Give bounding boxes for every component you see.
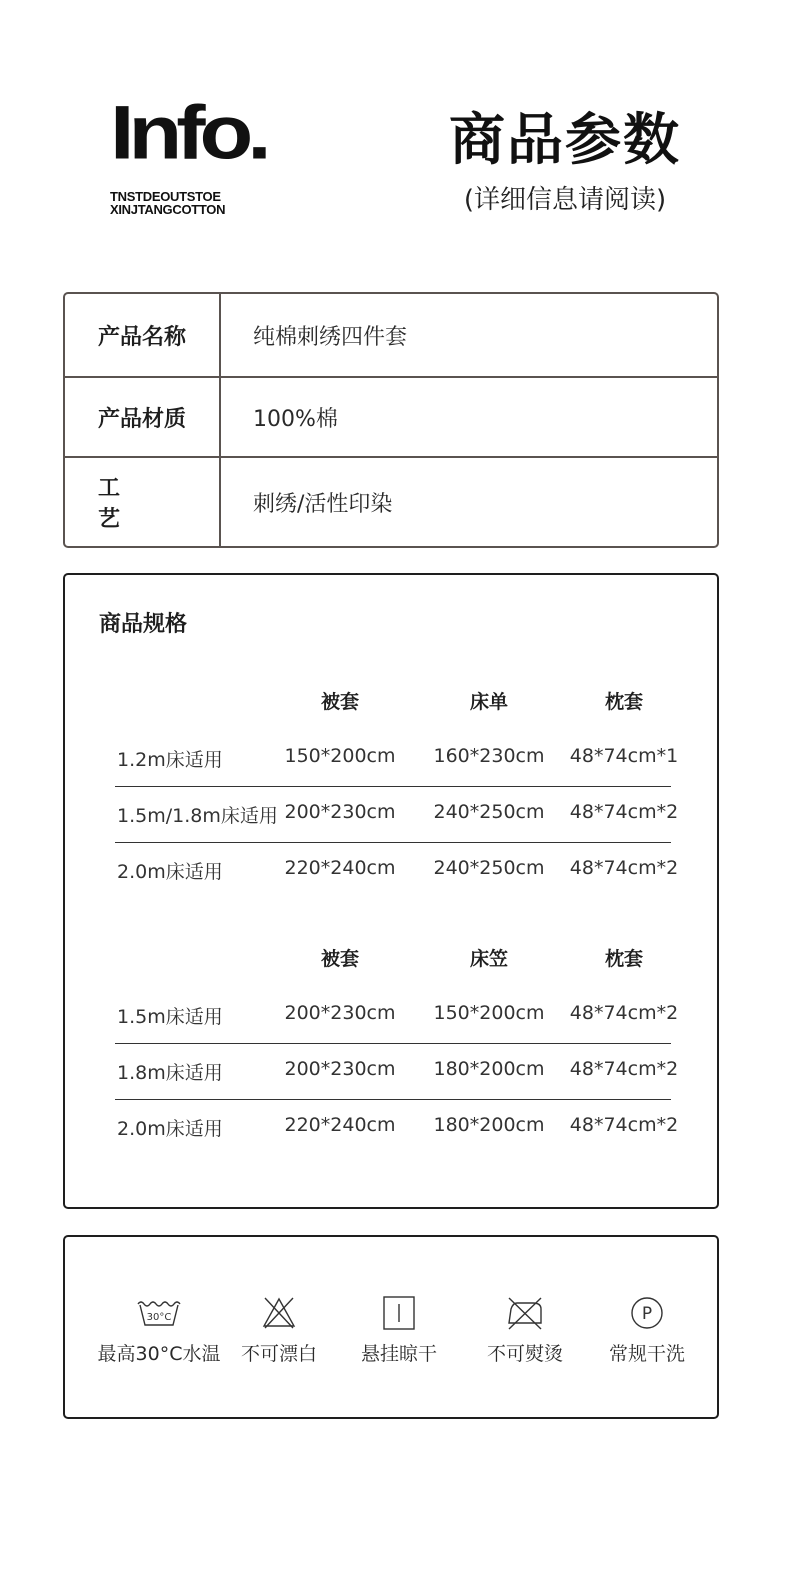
spec-cell: 240*250cm xyxy=(433,801,545,823)
care-instructions-panel xyxy=(63,1235,719,1419)
table-row xyxy=(115,988,679,1044)
spec-header-cell: 枕套 xyxy=(604,948,644,970)
info-value: 刺绣/活性印染 xyxy=(253,491,393,517)
spec-cell: 1.2m床适用 xyxy=(117,749,223,771)
spec-cell: 1.5m床适用 xyxy=(117,1006,223,1028)
spec-cell: 220*240cm xyxy=(284,1114,396,1136)
spec-cell: 48*74cm*2 xyxy=(569,1002,679,1024)
svg-text:P: P xyxy=(641,1304,653,1324)
spec-table-fitted xyxy=(115,932,679,1156)
spec-cell: 1.5m/1.8m床适用 xyxy=(117,805,278,827)
spec-cell: 48*74cm*2 xyxy=(569,801,679,823)
spec-cell: 180*200cm xyxy=(433,1114,545,1136)
care-item-hang xyxy=(334,1293,464,1366)
spec-cell: 1.8m床适用 xyxy=(117,1062,223,1084)
spec-cell: 2.0m床适用 xyxy=(117,861,223,883)
spec-cell: 220*240cm xyxy=(284,857,396,879)
table-row xyxy=(115,843,679,899)
care-label: 悬挂晾干 xyxy=(360,1343,437,1365)
hang-dry-icon xyxy=(334,1293,464,1333)
info-value: 纯棉刺绣四件套 xyxy=(253,324,408,350)
logo-wordmark: Info. xyxy=(110,89,266,175)
care-label: 常规干洗 xyxy=(608,1343,685,1365)
spec-cell: 160*230cm xyxy=(433,745,545,767)
logo-subline-1: TNSTDEOUTSTOE xyxy=(110,189,221,204)
logo-subline-2: XINJTANGCOTTON xyxy=(110,202,226,217)
info-label: 产品名称 xyxy=(65,294,221,376)
spec-cell: 180*200cm xyxy=(433,1058,545,1080)
dry-clean-p-icon xyxy=(582,1293,712,1333)
spec-cell: 200*230cm xyxy=(284,1002,396,1024)
spec-cell: 200*230cm xyxy=(284,1058,396,1080)
care-item-wash xyxy=(94,1293,224,1366)
spec-table-sheet xyxy=(115,675,679,899)
care-item-bleach xyxy=(214,1293,344,1366)
spec-header-cell: 枕套 xyxy=(604,691,644,713)
spec-cell: 150*200cm xyxy=(284,745,396,767)
spec-cell: 200*230cm xyxy=(284,801,396,823)
no-iron-icon xyxy=(460,1293,590,1333)
wash-30-icon xyxy=(94,1293,224,1333)
care-label: 最高30°C水温 xyxy=(97,1343,221,1365)
spec-cell: 48*74cm*2 xyxy=(569,1058,679,1080)
spec-cell: 48*74cm*1 xyxy=(569,745,679,767)
spec-cell: 150*200cm xyxy=(433,1002,545,1024)
page-title-block xyxy=(440,106,690,218)
spec-header-cell: 被套 xyxy=(320,691,360,713)
no-bleach-icon xyxy=(214,1293,344,1333)
spec-panel xyxy=(63,573,719,1209)
table-row xyxy=(115,1044,679,1100)
care-label: 不可漂白 xyxy=(240,1343,317,1365)
spec-cell: 48*74cm*2 xyxy=(569,1114,679,1136)
info-label: 工艺 xyxy=(65,458,221,546)
care-item-dryclean xyxy=(582,1293,712,1366)
info-row-craft xyxy=(65,458,717,546)
svg-text:30°C: 30°C xyxy=(146,1312,172,1323)
table-row xyxy=(115,787,679,843)
spec-title: 商品规格 xyxy=(99,612,188,637)
spec-cell: 48*74cm*2 xyxy=(569,857,679,879)
page-title: 商品参数 xyxy=(449,108,681,173)
care-label: 不可熨烫 xyxy=(486,1343,563,1365)
spec-cell: 2.0m床适用 xyxy=(117,1118,223,1140)
info-row-name xyxy=(65,294,717,378)
info-value: 100%棉 xyxy=(253,406,338,432)
spec-header-row xyxy=(115,675,675,731)
spec-header-cell: 床笠 xyxy=(469,948,509,970)
table-row xyxy=(115,731,679,787)
page-subtitle: (详细信息请阅读) xyxy=(463,185,667,215)
care-item-iron xyxy=(460,1293,590,1366)
table-row xyxy=(115,1100,679,1156)
spec-cell: 240*250cm xyxy=(433,857,545,879)
spec-header-cell: 被套 xyxy=(320,948,360,970)
product-info-table xyxy=(63,292,719,548)
brand-logo xyxy=(110,89,350,217)
spec-header-cell: 床单 xyxy=(469,691,509,713)
info-label: 产品材质 xyxy=(65,378,221,456)
spec-header-row xyxy=(115,932,675,988)
info-row-material xyxy=(65,378,717,458)
